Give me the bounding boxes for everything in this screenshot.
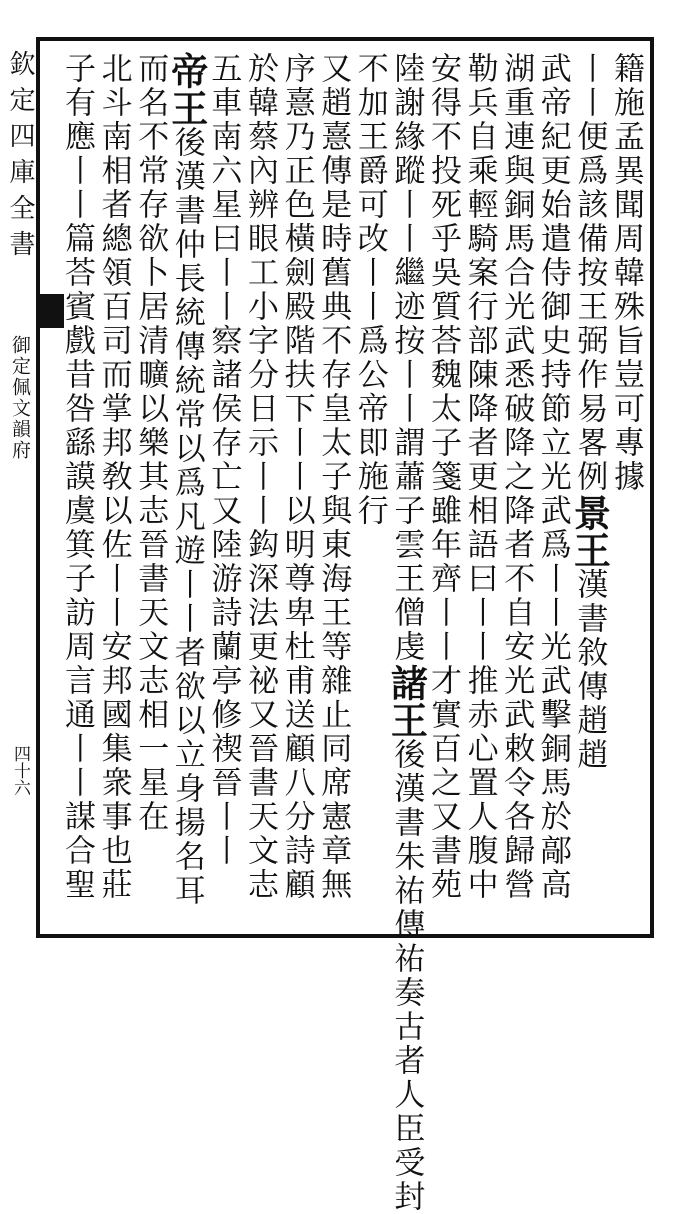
text-column — [240, 52, 280, 932]
text-segment: 丨丨便爲該備按王弼作易畧例 — [571, 52, 608, 494]
text-segment: 湖重連與銅馬合光武悉破降之降者不自安光武敕令各歸營 — [498, 52, 535, 902]
text-column — [164, 52, 209, 932]
text-column — [423, 52, 463, 932]
text-segment: 安得不投死乎吳質荅魏太子箋雖年齊丨丨才實百之又書苑 — [425, 52, 461, 902]
margin-page-number: 四十六 — [10, 745, 30, 796]
text-column — [313, 52, 353, 932]
text-column — [606, 52, 646, 932]
margin-book-title: 御定佩文韻府 — [9, 335, 31, 461]
text-segment: 又趙憙傳是時舊典不存皇太子與東海王等雜止同席憲章無 — [315, 52, 352, 902]
text-column — [57, 52, 97, 932]
text-column — [567, 52, 612, 932]
text-column — [460, 52, 500, 932]
text-segment: 子有應丨丨篇荅賓戲昔咎繇謨虞箕子訪周言通丨丨謀合聖 — [59, 52, 95, 902]
text-segment: 後漢書仲長統傳統常以爲凡遊丨丨者欲以立身揚名耳 — [168, 126, 205, 908]
text-segment: 武帝紀更始遣侍御史持節立光武爲丨丨光武擊銅馬於鄗高 — [534, 52, 571, 902]
text-segment: 勒兵自乘輕騎案行部陳降者更相語曰丨丨推赤心置人腹中 — [461, 52, 498, 902]
text-segment: 漢書敘傳趙趙 — [571, 568, 608, 772]
text-column — [203, 52, 243, 932]
text-column — [94, 52, 134, 932]
text-segment: 北斗南相者總領百司而掌邦敎以佐丨丨安邦國集衆事也莊 — [95, 52, 132, 902]
text-column — [130, 52, 170, 932]
text-column — [533, 52, 573, 932]
entry-heading: 帝王 — [164, 52, 209, 126]
bottom-border — [36, 934, 654, 938]
text-column — [277, 52, 317, 932]
text-column — [496, 52, 536, 932]
text-segment: 陸謝緣蹤丨丨繼迹按丨丨謂蕭子雲王僧虔 — [388, 52, 425, 664]
text-segment: 於韓蔡內辨眼工小字分日示丨丨鈎深法更祕又晉書天文志 — [242, 52, 278, 902]
text-segment: 五車南六星曰丨丨察諸侯存亡又陸游詩蘭亭修禊晉丨丨 — [205, 52, 242, 868]
text-segment: 序憙乃正色橫劍殿階扶下丨丨以明尊卑杜甫送顧八分詩顧 — [278, 52, 315, 902]
text-column — [384, 52, 429, 1214]
entry-heading: 景王 — [567, 494, 612, 568]
text-segment: 籍施孟異聞周韓殊旨豈可專據 — [608, 52, 644, 494]
margin-title: 欽定四庫全書 — [5, 50, 35, 266]
top-border — [36, 37, 654, 41]
entry-heading: 諸王 — [384, 664, 429, 738]
text-segment: 不加王爵可改丨丨爲公帝即施行 — [351, 52, 388, 528]
left-border — [36, 37, 40, 938]
right-border — [650, 37, 654, 938]
text-segment: 後漢書朱祐傳祐奏古者人臣受封 — [388, 738, 425, 1214]
text-segment: 而名不常存欲卜居清曠以樂其志晉書天文志相一星在 — [132, 52, 169, 834]
text-column — [350, 52, 390, 932]
